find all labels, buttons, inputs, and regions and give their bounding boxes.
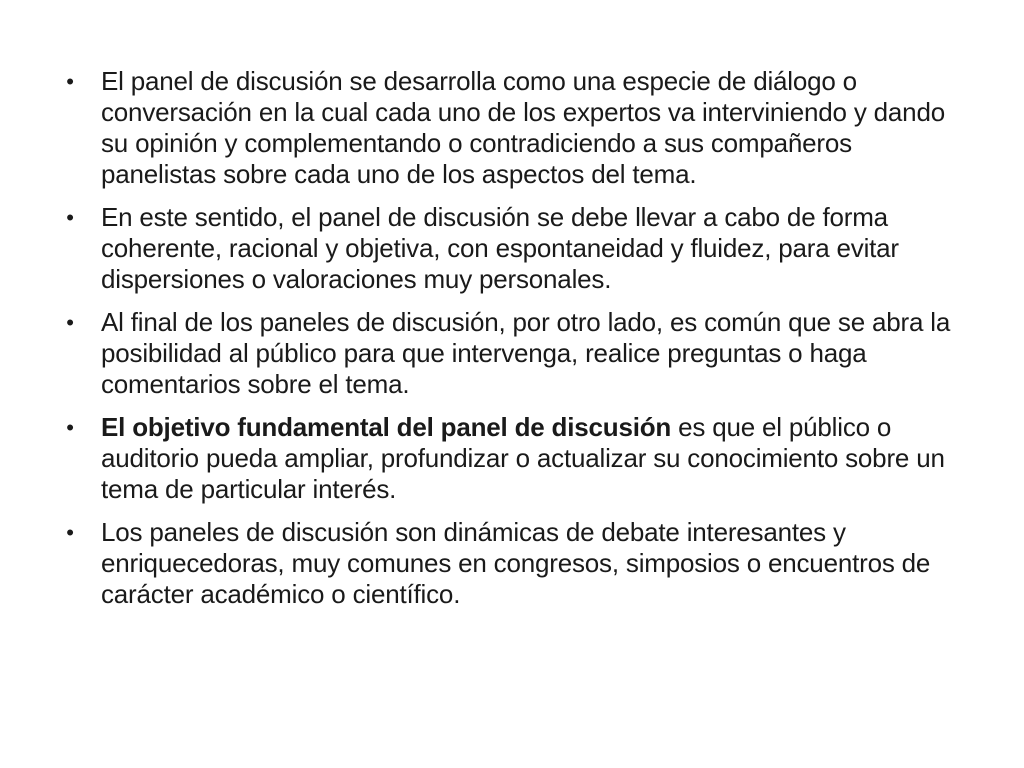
bullet-text: Al final de los paneles de discusión, por otro lado, es común que se abra la posibilidad al público para que intervenga, realice preguntas o haga comentarios sobre el tema. — [101, 307, 951, 399]
bullet-icon: • — [66, 310, 74, 335]
bullet-item — [60, 517, 960, 610]
bullet-icon: • — [66, 205, 74, 230]
bullet-icon: • — [66, 69, 74, 94]
bullet-item — [60, 307, 960, 400]
bullet-item — [60, 66, 960, 190]
bullet-icon: • — [66, 415, 74, 440]
bullet-item — [60, 202, 960, 295]
bullet-text: Los paneles de discusión son dinámicas de debate interesantes y enriquecedoras, muy comunes en congresos, simposios o encuentros de carácter académico o científico. — [101, 517, 931, 609]
bullet-text: En este sentido, el panel de discusión se debe llevar a cabo de forma coherente, racional y objetiva, con espontaneidad y fluidez, para evitar dispersiones o valoraciones muy personales. — [101, 202, 899, 294]
bullet-text: es que el público o auditorio pueda ampliar, profundizar o actualizar su conocimiento sobre un tema de particular interés. — [101, 412, 945, 504]
bullet-icon: • — [66, 520, 74, 545]
bullet-bold-text: El objetivo fundamental del panel de discusión — [101, 412, 672, 442]
bullet-list — [60, 66, 960, 622]
bullet-item — [60, 412, 960, 505]
bullet-text: El panel de discusión se desarrolla como una especie de diálogo o conversación en la cual cada uno de los expertos va interviniendo y dando su opinión y complementando o contradiciendo a sus compañeros panelistas sobre cada uno de los aspectos del tema. — [101, 66, 945, 189]
